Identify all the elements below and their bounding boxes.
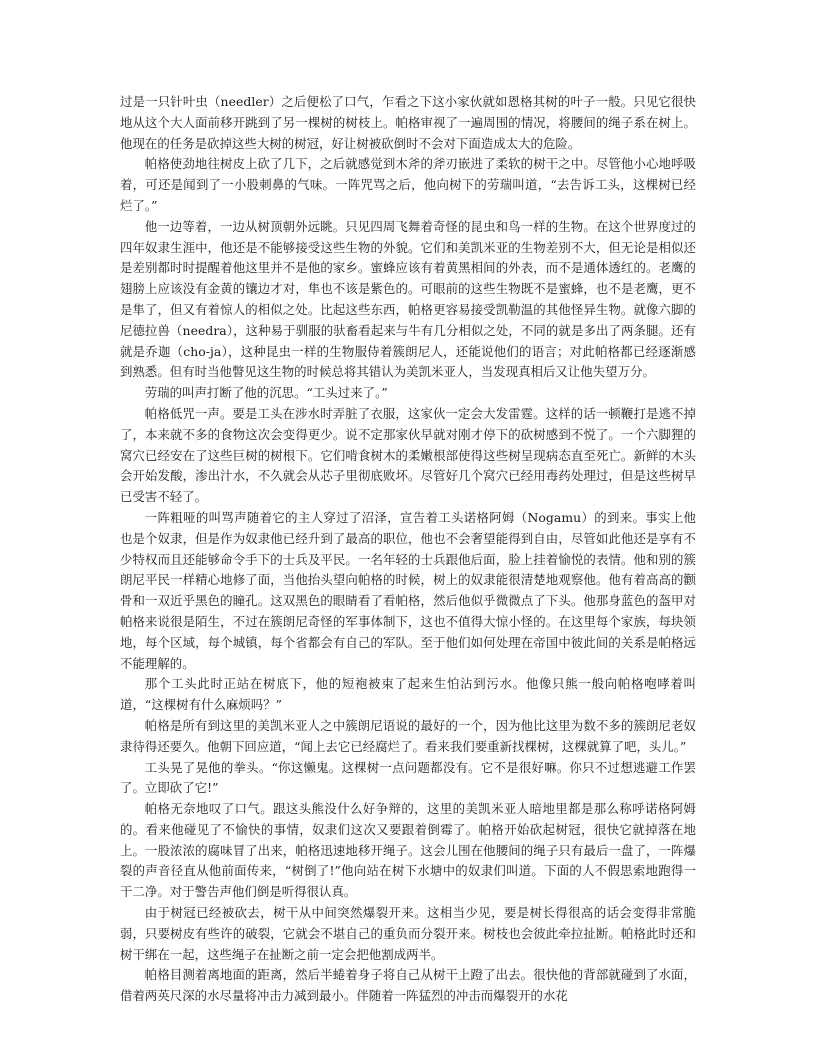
paragraph-10: 帕格无奈地叹了口气。跟这头熊没什么好争辩的，这里的美凯米亚人暗地里都是那么称呼诺格阿姆的。看来他碰见了不愉快的事情，奴隶们这次又要跟着倒霉了。帕格开始砍起树冠，很快它就掉落在地上。一股浓浓的腐味冒了出来，帕格迅速地移开绳子。这会儿围在他腰间的绳子只有最后一盘了，一阵爆裂的声音径直从他前面传来，“树倒了!”他向站在树下水塘中的奴隶们叫道。下面的人不假思索地跑得一干二净。对于警告声他们倒是听得很认真。 [120,801,696,900]
paragraph-4: 劳瑞的叫声打断了他的沉思。“工头过来了。” [144,385,388,401]
paragraph-12: 帕格目测着离地面的距离，然后半蜷着身子将自己从树干上蹬了出去。很快他的背部就碰到了水面，借着两英尺深的水尽量将冲击力减到最小。伴随着一阵猛烈的冲击而爆裂开的水花 [120,967,696,1004]
paragraph-3: 他一边等着，一边从树顶朝外远眺。只见四周飞舞着奇怪的昆虫和鸟一样的生物。在这个世界度过的四年奴隶生涯中，他还是不能够接受这些生物的外貌。它们和美凯米亚的生物差别不大，但无论是相似还是差别都时时提醒着他这里并不是他的家乡。蜜蜂应该有着黄黑相间的外表，而不是通体透红的。老鹰的翅膀上应该没有金黄的镶边才对，隼也不该是紫色的。可眼前的这些生物既不是蜜蜂，也不是老鹰，更不是隼了，但又有着惊人的相似之处。比起这些东西，帕格更容易接受凯勒温的其他怪异生物。就像六脚的尼德拉兽（needra），这种易于驯服的驮畜看起来与牛有几分相似之处，不同的就是多出了两条腿。还有就是乔迦（cho-ja），这种昆虫一样的生物服侍着簇朗尼人，还能说他们的语言；对此帕格都已经逐渐感到熟悉。但有时当他瞥见这生物的时候总将其错认为美凯米亚人，当发现真相后又让他失望万分。 [120,218,696,380]
paragraph-1: 过是一只针叶虫（needler）之后便松了口气，乍看之下这小家伙就如恩格其树的叶子一般。只见它很快地从这个大人面前移开跳到了另一棵树的树枝上。帕格审视了一遍周围的情况，将腰间的绳子系在树上。他现在的任务是砍掉这些大树的树冠，好让树被砍倒时不会对下面造成太大的危险。 [120,94,696,151]
paragraph-8: 帕格是所有到这里的美凯米亚人之中簇朗尼语说的最好的一个，因为他比这里为数不多的簇朗尼老奴隶待得还要久。他朝下回应道，“闻上去它已经腐烂了。看来我们要重新找棵树，这棵就算了吧，头儿。” [120,717,696,754]
paragraph-7: 那个工头此时正站在树底下，他的短袍被束了起来生怕沾到污水。他像只熊一般向帕格咆哮着叫道，“这棵树有什么麻烦吗？” [120,676,696,713]
document-page [120,92,696,1007]
paragraph-2: 帕格使劲地往树皮上砍了几下，之后就感觉到木斧的斧刃嵌进了柔软的树干之中。尽管他小心地呼吸着，可还是闻到了一小股刺鼻的气味。一阵咒骂之后，他向树下的劳瑞叫道，“去告诉工头，这棵树已经烂了。” [120,156,696,213]
paragraph-11: 由于树冠已经被砍去，树干从中间突然爆裂开来。这相当少见，要是树长得很高的话会变得非常脆弱，只要树皮有些许的破裂，它就会不堪自己的重负而分裂开来。树枝也会彼此牵拉扯断。帕格此时还和树干绑在一起，这些绳子在扯断之前一定会把他割成两半。 [120,905,696,962]
paragraph-6: 一阵粗哑的叫骂声随着它的主人穿过了沼泽，宣告着工头诺格阿姆（Nogamu）的到来。事实上他也是个奴隶，但是作为奴隶他已经升到了最高的职位，他也不会奢望能得到自由，尽管如此他还是享有不少特权而且还能够命令手下的士兵及平民。一名年轻的士兵跟他后面，脸上挂着愉悦的表情。他和别的簇朗尼平民一样精心地修了面，当他抬头望向帕格的时候，树上的奴隶能很清楚地观察他。他有着高高的颧骨和一双近乎黑色的瞳孔。这双黑色的眼睛看了看帕格，然后他似乎微微点了下头。他那身蓝色的盔甲对帕格来说很是陌生，不过在簇朗尼奇怪的军事体制下，这也不值得大惊小怪的。在这里每个家族，每块领地，每个区域，每个城镇，每个省都会有自己的军队。至于他们如何处理在帝国中彼此间的关系是帕格远不能理解的。 [120,509,696,671]
paragraph-9: 工头晃了晃他的拳头。“你这懒鬼。这棵树一点问题都没有。它不是很好嘛。你只不过想逃避工作罢了。立即砍了它!” [120,759,696,796]
paragraph-5: 帕格低咒一声。要是工头在涉水时弄脏了衣服，这家伙一定会大发雷霆。这样的话一顿鞭打是逃不掉了，本来就不多的食物这次会变得更少。说不定那家伙早就对刚才停下的砍树感到不悦了。一个六脚狸的窝穴已经安在了这些巨树的树根下。它们啃食树木的柔嫩根部使得这些树呈现病态直至死亡。新鲜的木头会开始发酸，渗出汁水，不久就会从芯子里彻底败坏。尽管好几个窝穴已经用毒药处理过，但是这些树早已受害不轻了。 [120,405,696,505]
